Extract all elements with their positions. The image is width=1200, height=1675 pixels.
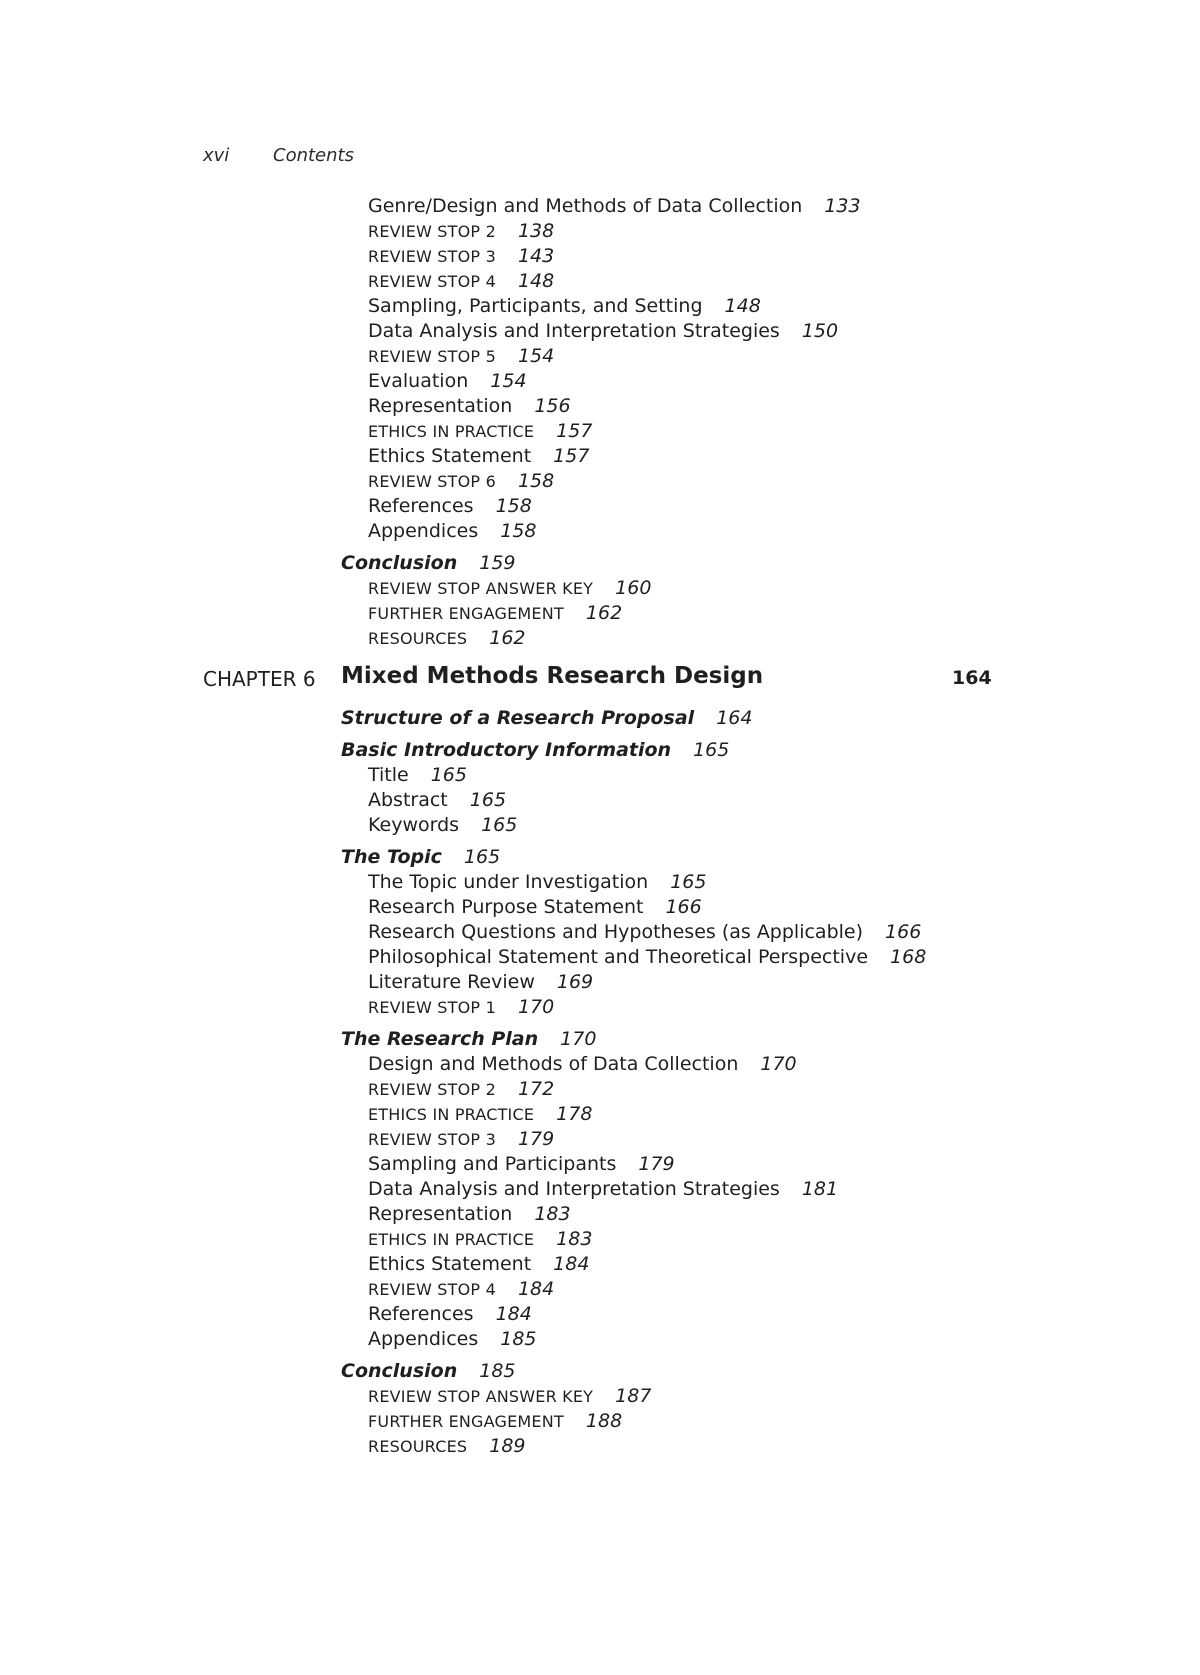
entry-page: 150 xyxy=(801,320,839,342)
section-page: 165 xyxy=(463,846,501,868)
entry-page: 160 xyxy=(615,577,652,599)
toc-entry[interactable] xyxy=(0,1384,1200,1409)
toc-entry[interactable] xyxy=(0,1277,1200,1302)
entry-page: 166 xyxy=(885,921,922,943)
toc-entry[interactable] xyxy=(0,870,1200,895)
entry-page: 154 xyxy=(517,345,555,367)
table-of-contents xyxy=(0,194,1200,1459)
toc-entry[interactable] xyxy=(0,394,1200,419)
entry-page: 154 xyxy=(490,370,527,392)
entry-label: Ethics Statement xyxy=(368,1253,532,1275)
toc-entry[interactable] xyxy=(0,1202,1200,1227)
entry-label: Sampling, Participants, and Setting xyxy=(368,295,703,317)
section-title: The Research Plan xyxy=(341,1028,539,1050)
toc-entry[interactable] xyxy=(0,1409,1200,1434)
section-page: 165 xyxy=(693,739,730,761)
entry-label: References xyxy=(368,1303,474,1325)
toc-entry[interactable] xyxy=(0,1077,1200,1102)
entry-page: 169 xyxy=(556,971,594,993)
entry-page: 188 xyxy=(585,1410,623,1432)
entry-page: 184 xyxy=(517,1278,555,1300)
entry-label: Philosophical Statement and Theoretical Perspective xyxy=(368,946,869,968)
toc-entry[interactable] xyxy=(0,344,1200,369)
entry-label: REVIEW STOP 3 xyxy=(368,1130,496,1149)
entry-page: 165 xyxy=(430,764,467,786)
entry-page: 162 xyxy=(585,602,623,624)
entry-label: REVIEW STOP 5 xyxy=(368,347,496,366)
toc-entry[interactable] xyxy=(0,194,1200,219)
entry-page: 158 xyxy=(500,520,537,542)
entry-page: 157 xyxy=(556,420,593,442)
entry-page: 165 xyxy=(481,814,518,836)
chapter-page: 164 xyxy=(952,667,992,689)
conclusion-entries xyxy=(0,576,1200,651)
entry-label: FURTHER ENGAGEMENT xyxy=(368,604,564,623)
continued-entries xyxy=(0,194,1200,544)
chapter-heading[interactable] xyxy=(0,663,1200,699)
entry-page: 165 xyxy=(670,871,707,893)
entry-label: REVIEW STOP ANSWER KEY xyxy=(368,1387,594,1406)
entry-label: References xyxy=(368,495,474,517)
entry-label: RESOURCES xyxy=(368,629,468,648)
entry-label: Keywords xyxy=(368,814,460,836)
entry-label: Research Questions and Hypotheses (as Applicable) xyxy=(368,921,864,943)
entry-label: Appendices xyxy=(368,520,479,542)
entry-label: REVIEW STOP 4 xyxy=(368,272,496,291)
entry-label: RESOURCES xyxy=(368,1437,468,1456)
toc-entry[interactable] xyxy=(0,1152,1200,1177)
toc-entry[interactable] xyxy=(0,1327,1200,1352)
entry-page: 185 xyxy=(500,1328,537,1350)
entry-page: 138 xyxy=(517,220,555,242)
entry-page: 187 xyxy=(615,1385,652,1407)
entry-label: REVIEW STOP ANSWER KEY xyxy=(368,579,594,598)
page-number: xvi xyxy=(203,145,230,166)
section-page: 170 xyxy=(560,1028,597,1050)
entry-label: FURTHER ENGAGEMENT xyxy=(368,1412,564,1431)
toc-entry[interactable] xyxy=(0,1227,1200,1252)
entry-page: 179 xyxy=(517,1128,555,1150)
toc-entry[interactable] xyxy=(0,1127,1200,1152)
entry-page: 172 xyxy=(517,1078,555,1100)
section-title: Conclusion xyxy=(341,552,458,574)
toc-entry[interactable] xyxy=(0,269,1200,294)
toc-entry[interactable] xyxy=(0,1177,1200,1202)
entry-label: Data Analysis and Interpretation Strategies xyxy=(368,1178,780,1200)
toc-entry[interactable] xyxy=(0,970,1200,995)
entry-label: ETHICS IN PRACTICE xyxy=(368,1105,535,1124)
toc-section-conclusion[interactable] xyxy=(0,551,1200,576)
toc-entry[interactable] xyxy=(0,1252,1200,1277)
toc-entry[interactable] xyxy=(0,319,1200,344)
entry-page: 170 xyxy=(517,996,555,1018)
entry-label: Ethics Statement xyxy=(368,445,532,467)
running-head xyxy=(203,145,354,166)
toc-entry[interactable] xyxy=(0,763,1200,788)
toc-entry[interactable] xyxy=(0,219,1200,244)
chapter-sections xyxy=(0,706,1200,1459)
entry-label: Abstract xyxy=(368,789,448,811)
section-title: Structure of a Research Proposal xyxy=(341,707,695,729)
chapter-title: Mixed Methods Research Design xyxy=(341,663,764,689)
section-title: Conclusion xyxy=(341,1360,458,1382)
entry-page: 148 xyxy=(517,270,555,292)
entry-page: 189 xyxy=(489,1435,526,1457)
entry-page: 183 xyxy=(534,1203,571,1225)
entry-page: 183 xyxy=(556,1228,593,1250)
entry-page: 168 xyxy=(890,946,927,968)
toc-entry[interactable] xyxy=(0,419,1200,444)
entry-label: ETHICS IN PRACTICE xyxy=(368,1230,535,1249)
toc-section[interactable] xyxy=(0,1359,1200,1384)
toc-entry[interactable] xyxy=(0,444,1200,469)
toc-entry[interactable] xyxy=(0,995,1200,1020)
toc-entry[interactable] xyxy=(0,626,1200,651)
entry-page: 178 xyxy=(556,1103,593,1125)
section-page: 164 xyxy=(716,707,753,729)
entry-label: Research Purpose Statement xyxy=(368,896,644,918)
toc-entry[interactable] xyxy=(0,788,1200,813)
entry-label: REVIEW STOP 2 xyxy=(368,222,496,241)
entry-label: Evaluation xyxy=(368,370,469,392)
section-page: 159 xyxy=(479,552,516,574)
entry-page: 179 xyxy=(638,1153,675,1175)
entry-page: 156 xyxy=(534,395,571,417)
entry-page: 170 xyxy=(760,1053,797,1075)
toc-entry[interactable] xyxy=(0,1052,1200,1077)
entry-label: Literature Review xyxy=(368,971,535,993)
toc-entry[interactable] xyxy=(0,494,1200,519)
entry-label: ETHICS IN PRACTICE xyxy=(368,422,535,441)
toc-entry[interactable] xyxy=(0,920,1200,945)
entry-page: 157 xyxy=(553,445,590,467)
entry-label: Representation xyxy=(368,1203,513,1225)
entry-label: REVIEW STOP 1 xyxy=(368,998,496,1017)
entry-label: REVIEW STOP 2 xyxy=(368,1080,496,1099)
entry-page: 158 xyxy=(517,470,555,492)
entry-page: 143 xyxy=(517,245,555,267)
toc-entry[interactable] xyxy=(0,294,1200,319)
entry-page: 133 xyxy=(824,195,861,217)
toc-entry[interactable] xyxy=(0,895,1200,920)
entry-page: 181 xyxy=(801,1178,839,1200)
toc-section[interactable] xyxy=(0,706,1200,731)
entry-page: 184 xyxy=(553,1253,590,1275)
toc-entry[interactable] xyxy=(0,1302,1200,1327)
entry-label: Appendices xyxy=(368,1328,479,1350)
section-title: The Topic xyxy=(341,846,442,868)
chapter-number: CHAPTER 6 xyxy=(203,667,316,691)
toc-section[interactable] xyxy=(0,1027,1200,1052)
entry-page: 166 xyxy=(665,896,702,918)
entry-page: 162 xyxy=(489,627,526,649)
toc-entry[interactable] xyxy=(0,469,1200,494)
toc-entry[interactable] xyxy=(0,576,1200,601)
running-head-title: Contents xyxy=(273,145,354,166)
entry-label: Sampling and Participants xyxy=(368,1153,617,1175)
entry-label: Design and Methods of Data Collection xyxy=(368,1053,739,1075)
entry-label: Genre/Design and Methods of Data Collection xyxy=(368,195,803,217)
entry-page: 158 xyxy=(495,495,532,517)
toc-entry[interactable] xyxy=(0,519,1200,544)
entry-page: 148 xyxy=(724,295,761,317)
toc-entry[interactable] xyxy=(0,601,1200,626)
entry-label: REVIEW STOP 3 xyxy=(368,247,496,266)
toc-entry[interactable] xyxy=(0,369,1200,394)
toc-entry[interactable] xyxy=(0,1434,1200,1459)
entry-label: Representation xyxy=(368,395,513,417)
entry-label: Data Analysis and Interpretation Strategies xyxy=(368,320,780,342)
section-page: 185 xyxy=(479,1360,516,1382)
toc-entry[interactable] xyxy=(0,813,1200,838)
toc-entry[interactable] xyxy=(0,945,1200,970)
toc-section[interactable] xyxy=(0,845,1200,870)
entry-label: REVIEW STOP 4 xyxy=(368,1280,496,1299)
toc-entry[interactable] xyxy=(0,244,1200,269)
entry-label: REVIEW STOP 6 xyxy=(368,472,496,491)
entry-label: The Topic under Investigation xyxy=(368,871,649,893)
entry-page: 184 xyxy=(495,1303,532,1325)
toc-section[interactable] xyxy=(0,738,1200,763)
section-title: Basic Introductory Information xyxy=(341,739,672,761)
entry-label: Title xyxy=(368,764,409,786)
toc-entry[interactable] xyxy=(0,1102,1200,1127)
entry-page: 165 xyxy=(469,789,507,811)
